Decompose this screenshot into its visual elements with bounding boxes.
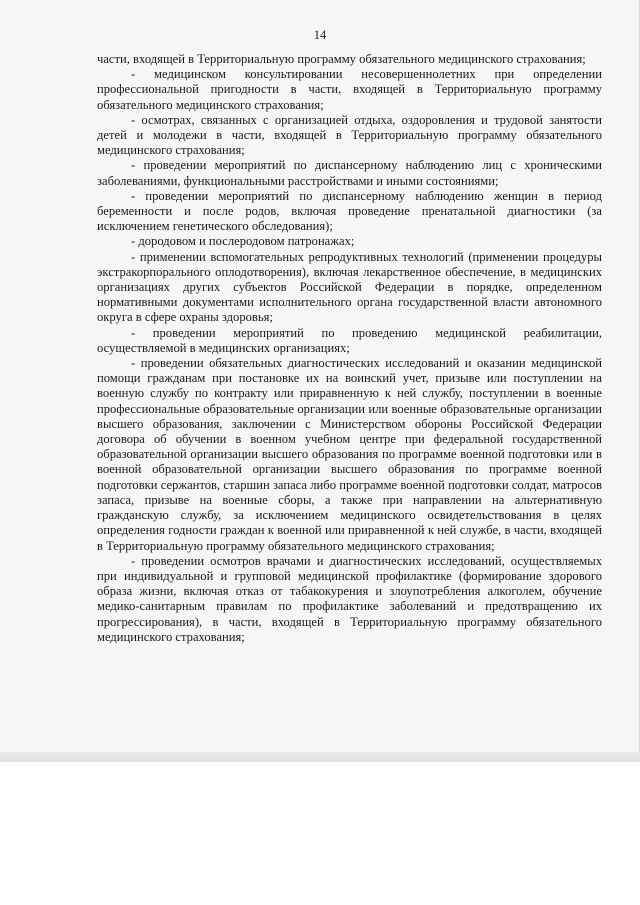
paragraph: - проведении обязательных диагностических исследований и оказании медицинской помощи гражданам при постановке их на воинский учет, призыве или поступлении на военную службу по контракту или приравненную к ней службу, поступлении в военные профессиональные образовательные организации или военные образовательные организации высшего образования, заключении с Министерством обороны Российской Федерации договора об обучении в военном учебном центре при федеральной государственной образовательной организации высшего образования по программе военной подготовки или в военной образовательной организации высшего образования по программе военной подготовки сержантов, старшин запаса либо программе военной подготовки солдат, матросов запаса, призыве на военные сборы, а также при направлении на альтернативную гражданскую службу, за исключением медицинского освидетельствования в целях определения годности граждан к военной или приравненной к ней службе, в части, входящей в Территориальную программу обязательного медицинского страхования; bbox=[97, 356, 602, 553]
paragraph: - проведении мероприятий по диспансерному наблюдению женщин в период беременности и после родов, включая проведение пренатальной диагностики (за исключением генетического обследования); bbox=[97, 188, 602, 234]
document-body bbox=[97, 52, 602, 645]
paragraph: - осмотрах, связанных с организацией отдыха, оздоровления и трудовой занятости детей и молодежи в части, входящей в Территориальную программу обязательного медицинского страхования; bbox=[97, 112, 602, 158]
paragraph: - медицинском консультировании несовершеннолетних при определении профессиональной пригодности в части, входящей в Территориальную программу обязательного медицинского страхования; bbox=[97, 67, 602, 112]
paragraph: - дородовом и послеродовом патронажах; bbox=[131, 234, 355, 249]
paragraph: - применении вспомогательных репродуктивных технологий (применении процедуры экстракорпорального оплодотворения), включая лекарственное обеспечение, в медицинских организациях других субъектов Российской Федерации в порядке, определенном нормативными документами исполнительного органа государственной власти автономного округа в сфере охраны здоровья; bbox=[97, 249, 602, 325]
page-bottom-edge bbox=[0, 752, 640, 762]
page-number: 14 bbox=[313, 28, 327, 42]
paragraph: - проведении осмотров врачами и диагностических исследований, осуществляемых при индивидуальной и групповой медицинской профилактике (формирование здорового образа жизни, включая отказ от табакокурения и злоупотребления алкоголем, обучение медико-санитарным правилам по профилактике заболеваний и предотвращению их прогрессирования), в части, входящей в Территориальную программу обязательного медицинского страхования; bbox=[97, 553, 602, 644]
paragraph: - проведении мероприятий по диспансерному наблюдению лиц с хроническими заболеваниями, функциональными расстройствами и иными состояниями; bbox=[97, 158, 602, 188]
paragraph: - проведении мероприятий по проведению медицинской реабилитации, осуществляемой в медицинских организациях; bbox=[97, 325, 602, 355]
paragraph: части, входящей в Территориальную программу обязательного медицинского страхования; bbox=[97, 52, 586, 66]
